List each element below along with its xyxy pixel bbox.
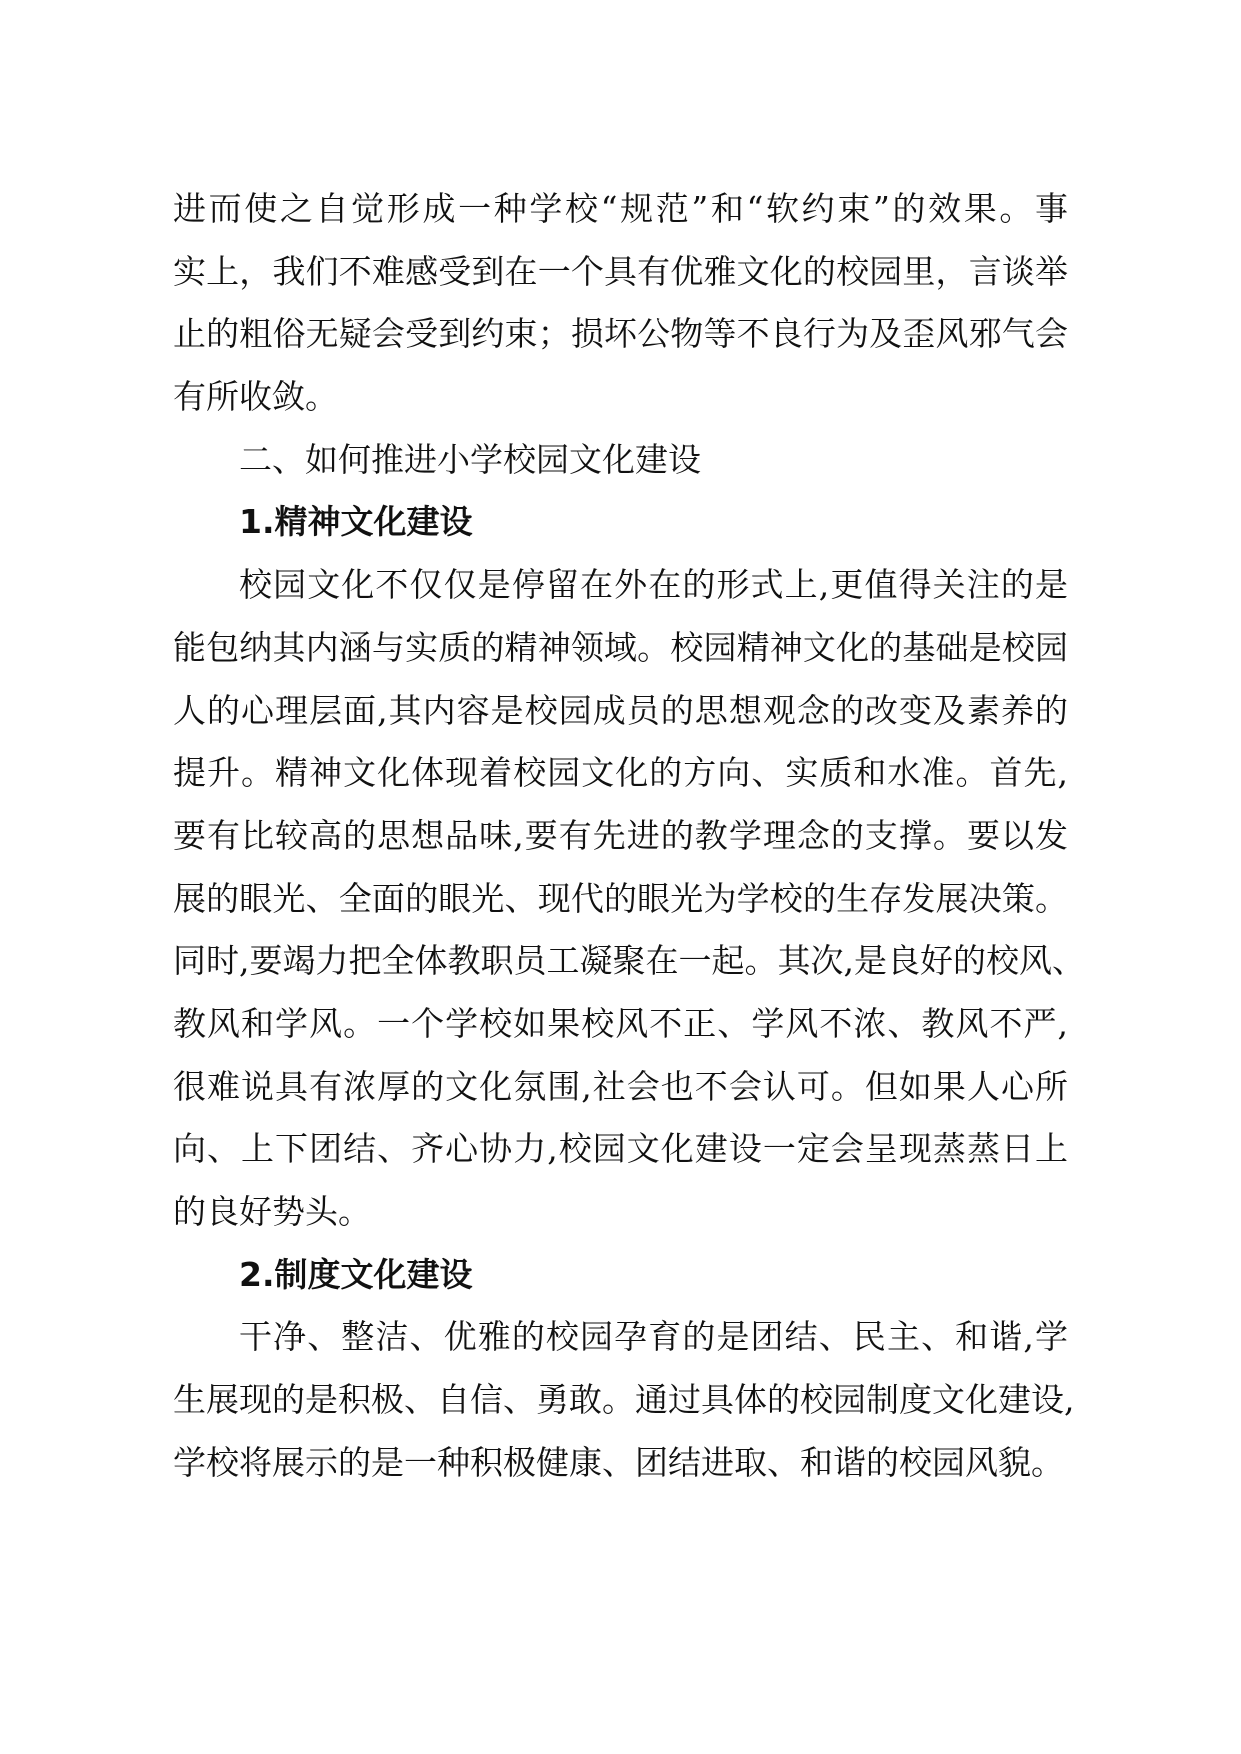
text-line: 要有比较高的思想品味,要有先进的教学理念的支撑。要以发	[173, 815, 1068, 855]
text-line: 校园文化不仅仅是停留在外在的形式上,更值得关注的是	[239, 565, 1068, 605]
text-line: 干净、整洁、优雅的校园孕育的是团结、民主、和谐,学	[239, 1317, 1068, 1357]
document-page	[173, 189, 1085, 1506]
subsection-heading-spiritual-culture: 1.精神文化建设	[239, 502, 473, 542]
text-line: 同时,要竭力把全体教职员工凝聚在一起。其次,是良好的校风、	[173, 941, 1085, 981]
text-line: 生展现的是积极、自信、勇敢。通过具体的校园制度文化建设,	[173, 1380, 1075, 1420]
text-line: 教风和学风。一个学校如果校风不正、学风不浓、教风不严,	[173, 1003, 1068, 1043]
text-line: 有所收敛。	[173, 377, 338, 417]
text-line: 展的眼光、全面的眼光、现代的眼光为学校的生存发展决策。	[173, 878, 1068, 918]
text-line: 进而使之自觉形成一种学校“规范”和“软约束”的效果。事	[173, 189, 1068, 228]
text-line: 向、上下团结、齐心协力,校园文化建设一定会呈现蒸蒸日上	[173, 1129, 1068, 1169]
paragraph-spiritual-culture	[173, 565, 1085, 1231]
text-line: 提升。精神文化体现着校园文化的方向、实质和水准。首先,	[173, 753, 1068, 793]
text-line: 人的心理层面,其内容是校园成员的思想观念的改变及素养的	[173, 690, 1068, 730]
paragraph-institutional-culture	[173, 1317, 1075, 1482]
paragraph-continuation	[173, 190, 1068, 415]
text-line: 学校将展示的是一种积极健康、团结进取、和谐的校园风貌。	[173, 1442, 1064, 1482]
text-line: 能包纳其内涵与实质的精神领域。校园精神文化的基础是校园	[173, 627, 1068, 667]
text-line: 很难说具有浓厚的文化氛围,社会也不会认可。但如果人心所	[173, 1066, 1068, 1106]
text-line: 的良好势头。	[173, 1192, 371, 1231]
text-line: 止的粗俗无疑会受到约束；损坏公物等不良行为及歪风邪气会	[173, 314, 1068, 354]
subsection-heading-institutional-culture: 2.制度文化建设	[239, 1254, 473, 1294]
section-heading: 二、如何推进小学校园文化建设	[239, 439, 701, 479]
text-line: 实上，我们不难感受到在一个具有优雅文化的校园里，言谈举	[173, 251, 1068, 291]
